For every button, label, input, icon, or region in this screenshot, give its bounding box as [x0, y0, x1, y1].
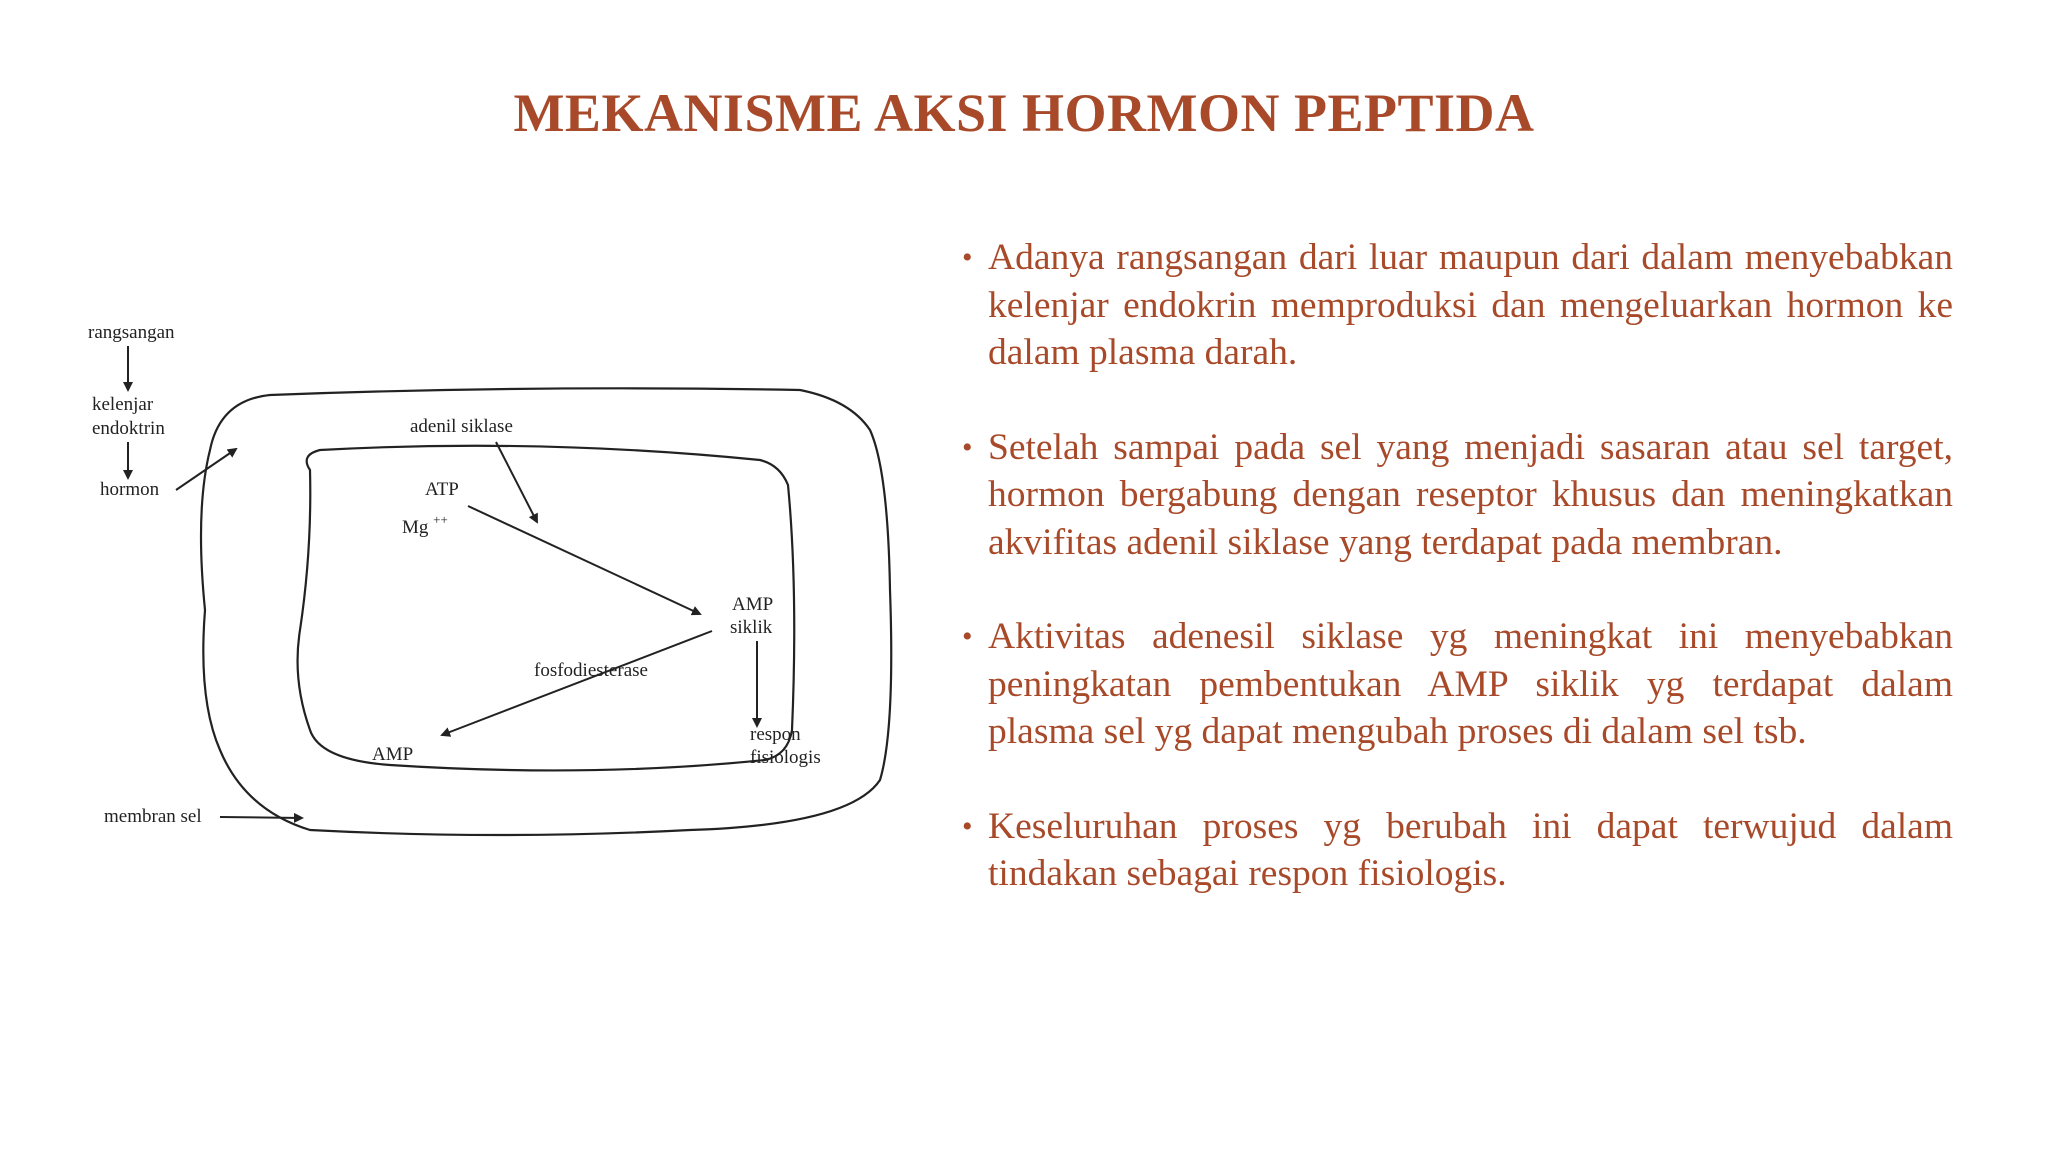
bullet-marker: •: [962, 620, 973, 653]
label-respon: respon: [750, 724, 801, 745]
bullet-item: [958, 234, 1953, 377]
label-adenil-siklase: adenil siklase: [410, 416, 513, 437]
label-kelenjar: kelenjar: [92, 394, 154, 415]
arrow-atp-amp-siklik: [468, 506, 700, 614]
bullet-list: [958, 234, 1953, 945]
label-mg: [402, 512, 448, 538]
bullet-item: [958, 424, 1953, 567]
label-membran-sel: membran sel: [104, 806, 202, 827]
label-mg-superscript: ++: [433, 512, 448, 527]
label-amp-siklik-line2: siklik: [730, 617, 773, 638]
bullet-marker: •: [962, 809, 973, 843]
bullet-item: [958, 803, 1953, 898]
hormone-mechanism-diagram: [70, 310, 970, 890]
bullet-marker: •: [962, 430, 973, 464]
bullet-text: Keseluruhan proses yg berubah ini dapat terwujud dalam tindakan sebagai respon fisiologis.: [988, 805, 1953, 894]
bullet-text: Adanya rangsangan dari luar maupun dari dalam menyebabkan kelenjar endokrin memproduksi dan mengeluarkan hormon ke dalam plasma darah.: [988, 237, 1953, 373]
arrow-hormon-cell: [176, 449, 236, 490]
label-fosfodiesterase: fosfodiesterase: [534, 660, 648, 681]
arrow-adenil-siklase: [496, 442, 537, 522]
slide-title: MEKANISME AKSI HORMON PEPTIDA: [513, 83, 1535, 143]
arrow-membran-sel: [220, 817, 302, 818]
outer-membrane: [201, 388, 891, 835]
label-atp: ATP: [425, 479, 459, 500]
label-amp-siklik-line1: AMP: [732, 594, 774, 615]
arrow-amp-siklik-amp: [442, 631, 712, 735]
label-fisiologis: fisiologis: [750, 747, 821, 768]
bullet-item: [958, 613, 1953, 756]
inner-membrane: [298, 446, 795, 771]
bullet-text: Setelah sampai pada sel yang menjadi sasaran atau sel target, hormon bergabung dengan reseptor khusus dan meningkatkan akvifitas adenil siklase yang terdapat pada membran.: [988, 426, 1953, 563]
label-amp: AMP: [372, 744, 414, 765]
label-hormon: hormon: [100, 479, 160, 500]
bullet-marker: •: [962, 241, 973, 274]
label-mg-base: Mg: [402, 517, 429, 538]
label-rangsangan: rangsangan: [88, 322, 175, 343]
bullet-text: Aktivitas adenesil siklase yg meningkat ini menyebabkan peningkatan pembentukan AMP siklik yg terdapat dalam plasma sel yg dapat mengubah proses di dalam sel tsb.: [988, 616, 1953, 752]
label-endoktrin: endoktrin: [92, 418, 165, 439]
